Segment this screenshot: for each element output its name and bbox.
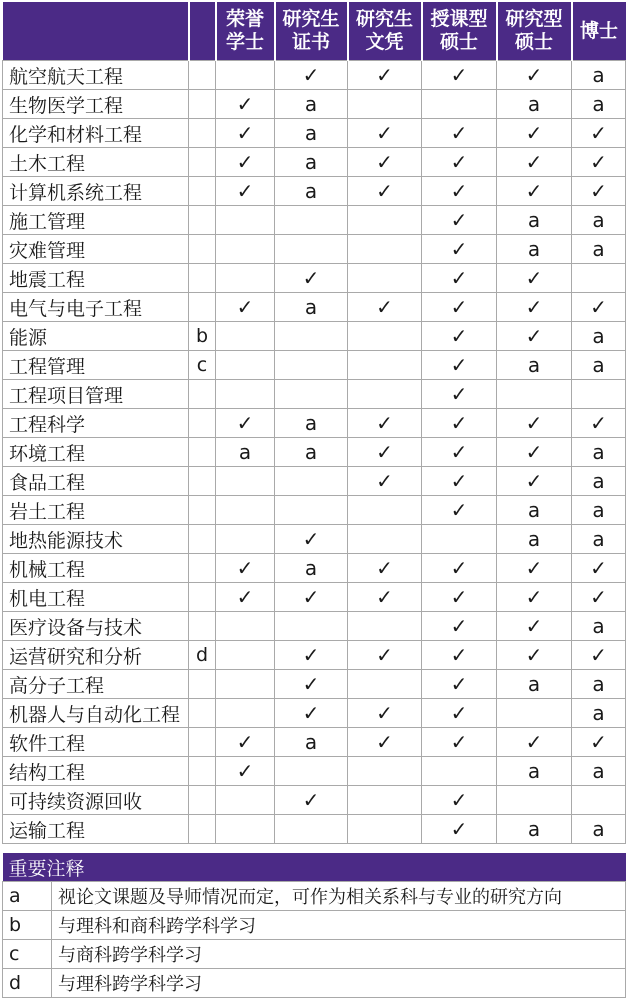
availability-cell: a (572, 496, 626, 525)
availability-cell: ✓ (572, 293, 626, 322)
program-name: 运营研究和分析 (3, 641, 189, 670)
availability-cell (348, 351, 422, 380)
availability-cell: ✓ (275, 525, 348, 554)
availability-cell: a (497, 757, 572, 786)
availability-cell: ✓ (497, 641, 572, 670)
note-ref (189, 264, 216, 293)
table-row (3, 467, 626, 496)
availability-cell: ✓ (216, 728, 275, 757)
note-ref (189, 380, 216, 409)
availability-cell (348, 496, 422, 525)
availability-cell (216, 206, 275, 235)
note-ref: d (189, 641, 216, 670)
availability-cell: ✓ (348, 61, 422, 90)
availability-cell: a (572, 815, 626, 844)
availability-cell: a (572, 235, 626, 264)
note-key: d (3, 969, 52, 998)
table-row (3, 119, 626, 148)
availability-cell (216, 322, 275, 351)
availability-cell: ✓ (422, 815, 497, 844)
availability-cell: ✓ (422, 235, 497, 264)
note-ref (189, 699, 216, 728)
availability-cell (216, 670, 275, 699)
note-row (3, 940, 626, 969)
note-ref (189, 525, 216, 554)
availability-cell: a (497, 235, 572, 264)
availability-cell: a (497, 206, 572, 235)
table-row (3, 728, 626, 757)
availability-cell: ✓ (275, 786, 348, 815)
availability-cell (216, 641, 275, 670)
availability-cell (348, 670, 422, 699)
availability-cell (497, 380, 572, 409)
availability-cell (497, 699, 572, 728)
table-row (3, 293, 626, 322)
program-name: 高分子工程 (3, 670, 189, 699)
availability-cell: ✓ (216, 409, 275, 438)
program-name: 工程科学 (3, 409, 189, 438)
availability-cell: ✓ (572, 583, 626, 612)
availability-cell: a (572, 322, 626, 351)
availability-cell: ✓ (572, 177, 626, 206)
availability-cell: ✓ (216, 119, 275, 148)
availability-cell: ✓ (497, 119, 572, 148)
availability-cell: ✓ (348, 699, 422, 728)
availability-cell: ✓ (422, 380, 497, 409)
availability-cell (216, 235, 275, 264)
program-name: 地震工程 (3, 264, 189, 293)
note-ref (189, 177, 216, 206)
table-row (3, 438, 626, 467)
availability-cell: ✓ (422, 786, 497, 815)
availability-cell (275, 467, 348, 496)
program-name: 运输工程 (3, 815, 189, 844)
availability-cell: a (275, 90, 348, 119)
note-ref (189, 728, 216, 757)
availability-cell (275, 351, 348, 380)
note-ref (189, 612, 216, 641)
table-row (3, 641, 626, 670)
availability-cell: a (497, 815, 572, 844)
availability-cell: ✓ (348, 554, 422, 583)
note-ref (189, 815, 216, 844)
availability-cell: ✓ (422, 293, 497, 322)
availability-cell: ✓ (422, 148, 497, 177)
availability-cell: a (275, 554, 348, 583)
availability-cell: a (275, 293, 348, 322)
availability-cell (275, 496, 348, 525)
table-row (3, 612, 626, 641)
availability-cell: ✓ (348, 728, 422, 757)
availability-cell: a (275, 148, 348, 177)
availability-cell: ✓ (422, 641, 497, 670)
availability-cell (348, 90, 422, 119)
note-key: c (3, 940, 52, 969)
availability-cell: ✓ (275, 699, 348, 728)
note-key: a (3, 882, 52, 911)
availability-cell (216, 612, 275, 641)
availability-cell: ✓ (422, 61, 497, 90)
availability-cell: ✓ (497, 148, 572, 177)
availability-cell: ✓ (497, 467, 572, 496)
availability-cell: a (572, 61, 626, 90)
note-ref (189, 670, 216, 699)
note-key: b (3, 911, 52, 940)
availability-cell: ✓ (348, 177, 422, 206)
availability-cell: ✓ (422, 409, 497, 438)
availability-cell: ✓ (275, 264, 348, 293)
note-ref (189, 786, 216, 815)
program-degree-table (2, 2, 626, 844)
table-row (3, 496, 626, 525)
availability-cell: a (572, 90, 626, 119)
note-ref (189, 757, 216, 786)
program-name: 地热能源技术 (3, 525, 189, 554)
table-row (3, 554, 626, 583)
program-name: 医疗设备与技术 (3, 612, 189, 641)
availability-cell (348, 525, 422, 554)
availability-cell: ✓ (497, 554, 572, 583)
availability-cell (348, 322, 422, 351)
program-name: 软件工程 (3, 728, 189, 757)
availability-cell: a (275, 119, 348, 148)
table-row (3, 380, 626, 409)
availability-cell (572, 380, 626, 409)
availability-cell: ✓ (216, 757, 275, 786)
availability-cell (275, 612, 348, 641)
table-row (3, 206, 626, 235)
note-ref (189, 554, 216, 583)
notes-body (3, 882, 626, 998)
note-ref (189, 438, 216, 467)
availability-cell (275, 757, 348, 786)
availability-cell: ✓ (422, 728, 497, 757)
program-name: 工程项目管理 (3, 380, 189, 409)
availability-cell: ✓ (572, 148, 626, 177)
availability-cell (497, 786, 572, 815)
table-body (3, 61, 626, 844)
availability-cell: a (216, 438, 275, 467)
availability-cell: ✓ (422, 264, 497, 293)
availability-cell: a (572, 670, 626, 699)
availability-cell: ✓ (572, 641, 626, 670)
note-ref (189, 235, 216, 264)
note-ref: c (189, 351, 216, 380)
availability-cell (216, 496, 275, 525)
note-ref (189, 206, 216, 235)
availability-cell (216, 525, 275, 554)
availability-cell: ✓ (348, 641, 422, 670)
program-name: 机械工程 (3, 554, 189, 583)
availability-cell: a (497, 90, 572, 119)
availability-cell: a (572, 757, 626, 786)
availability-cell: a (572, 438, 626, 467)
availability-cell: a (572, 612, 626, 641)
availability-cell: ✓ (216, 554, 275, 583)
availability-cell: ✓ (572, 119, 626, 148)
note-ref (189, 467, 216, 496)
availability-cell: ✓ (348, 293, 422, 322)
table-row (3, 61, 626, 90)
availability-cell: ✓ (422, 612, 497, 641)
availability-cell: ✓ (422, 467, 497, 496)
table-row (3, 786, 626, 815)
availability-cell: a (275, 409, 348, 438)
notes-table (2, 853, 626, 998)
availability-cell (422, 757, 497, 786)
table-row (3, 322, 626, 351)
availability-cell: ✓ (572, 409, 626, 438)
availability-cell (348, 786, 422, 815)
availability-cell: ✓ (275, 670, 348, 699)
column-header-1 (189, 2, 216, 61)
table-row (3, 409, 626, 438)
program-name: 施工管理 (3, 206, 189, 235)
availability-cell: ✓ (216, 148, 275, 177)
availability-cell (275, 815, 348, 844)
table-row (3, 699, 626, 728)
note-ref (189, 409, 216, 438)
availability-cell: ✓ (348, 438, 422, 467)
availability-cell (348, 380, 422, 409)
availability-cell: a (572, 525, 626, 554)
availability-cell: ✓ (497, 177, 572, 206)
column-header-5: 授课型 硕士 (422, 2, 497, 61)
availability-cell: a (572, 467, 626, 496)
note-ref (189, 61, 216, 90)
table-row (3, 235, 626, 264)
note-ref (189, 90, 216, 119)
availability-cell: ✓ (497, 264, 572, 293)
availability-cell: ✓ (422, 699, 497, 728)
program-name: 化学和材料工程 (3, 119, 189, 148)
availability-cell (348, 264, 422, 293)
availability-cell: ✓ (422, 438, 497, 467)
availability-cell: a (497, 670, 572, 699)
availability-cell: ✓ (348, 119, 422, 148)
availability-cell (275, 322, 348, 351)
availability-cell: ✓ (572, 554, 626, 583)
availability-cell (216, 264, 275, 293)
note-text: 与理科跨学科学习 (52, 969, 626, 998)
availability-cell: ✓ (348, 583, 422, 612)
availability-cell: ✓ (216, 90, 275, 119)
availability-cell: a (497, 525, 572, 554)
availability-cell: ✓ (497, 322, 572, 351)
note-ref: b (189, 322, 216, 351)
availability-cell: ✓ (572, 728, 626, 757)
availability-cell (348, 757, 422, 786)
availability-cell: a (497, 496, 572, 525)
availability-cell: a (275, 728, 348, 757)
availability-cell (348, 815, 422, 844)
table-header-row (3, 2, 626, 61)
availability-cell: a (572, 351, 626, 380)
availability-cell: ✓ (348, 467, 422, 496)
availability-cell: ✓ (422, 583, 497, 612)
availability-cell (216, 351, 275, 380)
availability-cell (348, 235, 422, 264)
program-name: 环境工程 (3, 438, 189, 467)
table-row (3, 670, 626, 699)
program-name: 电气与电子工程 (3, 293, 189, 322)
availability-cell (422, 525, 497, 554)
availability-cell (572, 786, 626, 815)
availability-cell: ✓ (422, 670, 497, 699)
availability-cell (216, 380, 275, 409)
availability-cell: ✓ (497, 612, 572, 641)
program-name: 食品工程 (3, 467, 189, 496)
availability-cell: a (275, 177, 348, 206)
program-name: 结构工程 (3, 757, 189, 786)
note-row (3, 911, 626, 940)
table-row (3, 264, 626, 293)
column-header-2: 荣誉 学士 (216, 2, 275, 61)
column-header-6: 研究型 硕士 (497, 2, 572, 61)
program-name: 计算机系统工程 (3, 177, 189, 206)
availability-cell (216, 467, 275, 496)
availability-cell: ✓ (497, 61, 572, 90)
availability-cell (348, 206, 422, 235)
note-ref (189, 148, 216, 177)
availability-cell: ✓ (497, 728, 572, 757)
availability-cell: ✓ (422, 119, 497, 148)
availability-cell: ✓ (422, 322, 497, 351)
availability-cell (572, 264, 626, 293)
availability-cell: ✓ (216, 293, 275, 322)
availability-cell: ✓ (497, 293, 572, 322)
note-row (3, 882, 626, 911)
program-name: 工程管理 (3, 351, 189, 380)
availability-cell: a (497, 351, 572, 380)
availability-cell (275, 380, 348, 409)
program-name: 航空航天工程 (3, 61, 189, 90)
program-name: 生物医学工程 (3, 90, 189, 119)
program-name: 能源 (3, 322, 189, 351)
availability-cell (348, 612, 422, 641)
table-row (3, 90, 626, 119)
notes-title: 重要注释 (3, 853, 626, 882)
availability-cell: ✓ (422, 496, 497, 525)
column-header-0 (3, 2, 189, 61)
availability-cell: a (275, 438, 348, 467)
column-header-3: 研究生 证书 (275, 2, 348, 61)
note-row (3, 969, 626, 998)
note-ref (189, 496, 216, 525)
availability-cell: a (572, 699, 626, 728)
table-row (3, 177, 626, 206)
availability-cell: ✓ (216, 177, 275, 206)
program-name: 可持续资源回收 (3, 786, 189, 815)
notes-header-row (3, 853, 626, 882)
note-text: 与理科和商科跨学科学习 (52, 911, 626, 940)
program-name: 机电工程 (3, 583, 189, 612)
note-text: 视论文课题及导师情况而定，可作为相关系科与专业的研究方向 (52, 882, 626, 911)
availability-cell (275, 206, 348, 235)
table-row (3, 148, 626, 177)
availability-cell: ✓ (422, 351, 497, 380)
availability-cell: ✓ (422, 177, 497, 206)
table-row (3, 583, 626, 612)
availability-cell (216, 61, 275, 90)
note-text: 与商科跨学科学习 (52, 940, 626, 969)
availability-cell: ✓ (497, 438, 572, 467)
availability-cell: ✓ (348, 409, 422, 438)
availability-cell: ✓ (275, 61, 348, 90)
availability-cell (275, 235, 348, 264)
availability-cell: ✓ (422, 554, 497, 583)
column-header-7: 博士 (572, 2, 626, 61)
availability-cell: ✓ (275, 641, 348, 670)
availability-cell: ✓ (348, 148, 422, 177)
program-name: 机器人与自动化工程 (3, 699, 189, 728)
column-header-4: 研究生 文凭 (348, 2, 422, 61)
note-ref (189, 119, 216, 148)
table-row (3, 757, 626, 786)
availability-cell (216, 786, 275, 815)
availability-cell: ✓ (422, 206, 497, 235)
table-row (3, 351, 626, 380)
program-name: 土木工程 (3, 148, 189, 177)
note-ref (189, 293, 216, 322)
program-name: 灾难管理 (3, 235, 189, 264)
availability-cell: a (572, 206, 626, 235)
availability-cell: ✓ (497, 583, 572, 612)
availability-cell (216, 815, 275, 844)
availability-cell (216, 699, 275, 728)
program-name: 岩土工程 (3, 496, 189, 525)
availability-cell: ✓ (216, 583, 275, 612)
note-ref (189, 583, 216, 612)
availability-cell (422, 90, 497, 119)
availability-cell: ✓ (497, 409, 572, 438)
table-row (3, 815, 626, 844)
availability-cell: ✓ (275, 583, 348, 612)
table-row (3, 525, 626, 554)
